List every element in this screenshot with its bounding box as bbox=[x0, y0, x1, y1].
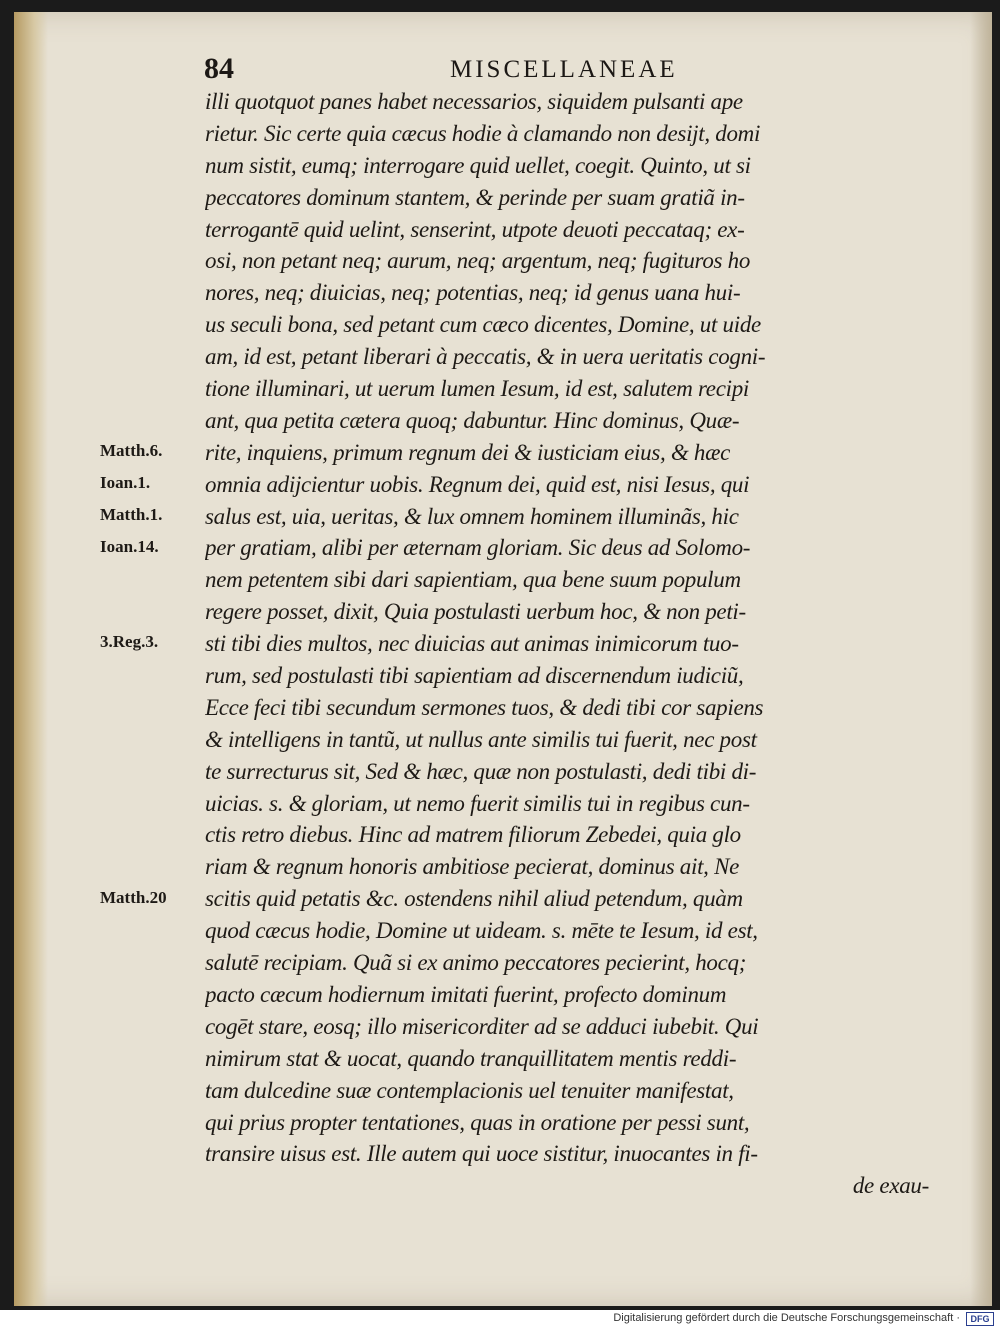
text-line: scitis quid petatis &c. ostendens nihil aliud petendum, quàm bbox=[205, 886, 743, 912]
text-line: us seculi bona, sed petant cum cæco dicentes, Domine, ut uide bbox=[205, 312, 761, 338]
text-line: per gratiam, alibi per æternam gloriam. Sic deus ad Solomo- bbox=[205, 535, 751, 561]
text-line: uicias. s. & gloriam, ut nemo fuerit similis tui in regibus cun- bbox=[205, 790, 750, 816]
text-line: rum, sed postulasti tibi sapientiam ad discernendum iudiciũ, bbox=[205, 663, 744, 689]
text-line: ctis retro diebus. Hinc ad matrem filiorum Zebedei, quia glo bbox=[205, 822, 741, 848]
text-line: regere posset, dixit, Quia postulasti uerbum hoc, & non peti- bbox=[205, 599, 746, 625]
text-line: sti tibi dies multos, nec diuicias aut animas inimicorum tuo- bbox=[205, 631, 739, 657]
text-line: peccatores dominum stantem, & perinde per suam gratiã in- bbox=[205, 184, 745, 210]
text-line: pacto cæcum hodiernum imitati fuerint, profecto dominum bbox=[205, 981, 727, 1007]
footer-bar bbox=[0, 1310, 1000, 1331]
dfg-logo: DFG bbox=[966, 1312, 994, 1326]
text-line: nem petentem sibi dari sapientiam, qua bene suum populum bbox=[205, 567, 741, 593]
text-line: salutē recipiam. Quã si ex animo peccatores pecierint, hocq; bbox=[205, 950, 747, 976]
funding-credit: Digitalisierung gefördert durch die Deutsche Forschungsgemeinschaft · bbox=[613, 1312, 960, 1324]
text-line: tam dulcedine suæ contemplacionis uel tenuiter manifestat, bbox=[205, 1077, 734, 1103]
text-line: cogēt stare, eosq; illo misericorditer ad se adduci iubebit. Qui bbox=[205, 1013, 759, 1039]
text-line: rietur. Sic certe quia cæcus hodie à clamando non desijt, domi bbox=[205, 120, 761, 146]
text-line: illi quotquot panes habet necessarios, siquidem pulsanti ape bbox=[205, 89, 743, 114]
margin-note: Matth.1. bbox=[100, 504, 163, 524]
body-text bbox=[205, 86, 935, 1202]
text-line: nores, neq; diuicias, neq; potentias, neq; id genus uana hui- bbox=[205, 280, 741, 306]
page-number: 84 bbox=[204, 52, 234, 85]
text-line: am, id est, petant liberari à peccatis, & in uera ueritatis cogni- bbox=[205, 344, 766, 370]
text-line: Ecce feci tibi secundum sermones tuos, & dedi tibi cor sapiens bbox=[205, 694, 764, 720]
text-line: num sistit, eumq; interrogare quid uellet, coegit. Quinto, ut si bbox=[205, 152, 751, 178]
text-line: transire uisus est. Ille autem qui uoce sistitur, inuocantes in fi- bbox=[205, 1141, 758, 1167]
text-line: quod cæcus hodie, Domine ut uideam. s. mēte te Iesum, id est, bbox=[205, 918, 758, 944]
text-line: omnia adijcientur uobis. Regnum dei, quid est, nisi Iesus, qui bbox=[205, 471, 750, 497]
text-line: te surrecturus sit, Sed & hæc, quæ non postulasti, dedi tibi di- bbox=[205, 758, 757, 784]
text-line: tione illuminari, ut uerum lumen Iesum, id est, salutem recipi bbox=[205, 376, 749, 402]
text-line: nimirum stat & uocat, quando tranquillitatem mentis reddi- bbox=[205, 1045, 737, 1071]
text-line: terrogantē quid uelint, senserint, utpote deuoti peccataq; ex- bbox=[205, 216, 745, 242]
margin-note: Matth.6. bbox=[100, 440, 163, 460]
text-line: osi, non petant neq; aurum, neq; argentum, neq; fugituros ho bbox=[205, 248, 751, 274]
text-line: qui prius propter tentationes, quas in oratione per pessi sunt, bbox=[205, 1109, 750, 1135]
margin-note: Ioan.1. bbox=[100, 472, 151, 492]
text-line: salus est, uia, ueritas, & lux omnem hominem illuminãs, hic bbox=[205, 503, 739, 529]
margin-note: 3.Reg.3. bbox=[100, 632, 159, 652]
text-line: de exau- bbox=[852, 1173, 929, 1199]
text-line: riam & regnum honoris ambitiose pecierat, dominus ait, Ne bbox=[205, 854, 740, 880]
margin-note: Ioan.14. bbox=[100, 536, 159, 556]
text-line: ant, qua petita cætera quoq; dabuntur. Hinc dominus, Quæ- bbox=[205, 407, 740, 433]
page-binding-edge bbox=[14, 12, 48, 1306]
margin-note: Matth.20 bbox=[100, 887, 167, 907]
text-line: rite, inquiens, primum regnum dei & iusticiam eius, & hæc bbox=[205, 439, 731, 465]
page-outer-edge bbox=[970, 12, 992, 1306]
text-line: & intelligens in tantũ, ut nullus ante similis tui fuerit, nec post bbox=[205, 726, 757, 752]
running-title: MISCELLANEAE bbox=[450, 56, 678, 83]
